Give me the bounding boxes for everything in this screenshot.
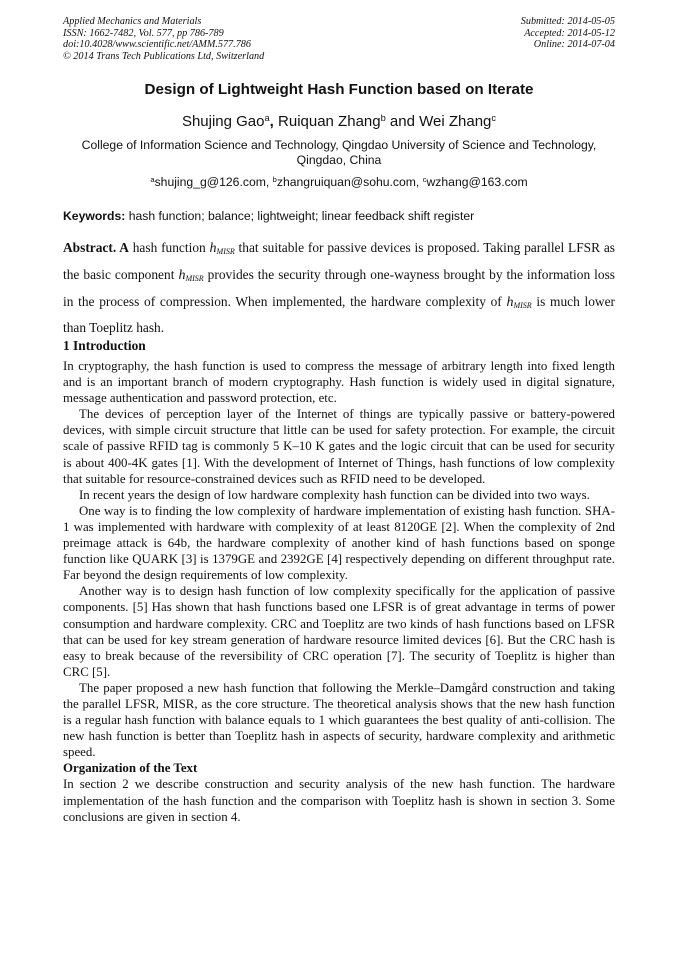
journal-copyright: © 2014 Trans Tech Publications Ltd, Switzerland (63, 50, 265, 62)
journal-doi: doi:10.4028/www.scientific.net/AMM.577.786 (63, 39, 251, 51)
keywords-label: Keywords: (63, 209, 126, 223)
paragraph: Another way is to design hash function of low complexity specifically for the application of passive components. [5] Has shown that hash functions based one LFSR is of great advantage in terms of power consumption and hardware complexity. CRC and Toeplitz are two kinds of hash functions based on LFSR that can be used for key stream generation of hardware resource limited devices [6]. But the CRC hash is easy to break because of the reversibility of CRC operation [7]. The security of Toeplitz is higher than CRC [5]. (63, 584, 615, 679)
paragraph: One way is to finding the low complexity of hardware implementation of existing hash function. SHA-1 was implemented with hardware with complexity of at least 8120GE [2]. When the complexity of 2nd preimage attack is 64b, the hardware complexity of another kind of hash functions based on sponge function like QUARK [3] is 1379GE and 2392GE [4] respectively depending on different throughput rate. Far beyond the design requirements of low complexity. (63, 503, 615, 583)
journal-header-left (63, 16, 264, 62)
paragraph: In section 2 we describe construction and security analysis of the new hash function. The hardware implementation of the hash function and the comparison with Toeplitz hash is shown in section 3. Some conclusions are given in section 4. (63, 777, 615, 824)
paragraph: The devices of perception layer of the Internet of things are typically passive or battery-powered devices, with simple circuit structure that little can be used for safety protection. For example, the circuit scale of passive RFID tag is commonly 5 K–10 K gates and the logic circuit that can be used for security is about 400-4K gates [1]. With the development of Internet of Things, hash functions of low complexity that suitable for resource-constrained devices such as RFID need to be developed. (63, 407, 615, 486)
email-address: wzhang@163.com (426, 175, 528, 189)
subsection-heading: Organization of the Text (63, 761, 198, 776)
email-superscript: c (422, 174, 427, 184)
hash-symbol (506, 295, 531, 310)
paper-title: Design of Lightweight Hash Function based on Iterate (144, 81, 534, 98)
abstract-text: is much lower than Toeplitz hash. (63, 293, 615, 336)
email-superscript: b (272, 174, 277, 184)
abstract (63, 237, 615, 340)
author-name: Shujing Gao (181, 113, 265, 130)
author-list (0, 113, 678, 130)
author-superscript: c (491, 112, 497, 123)
author-name: Wei Zhang (419, 113, 492, 130)
symbol-h: h (506, 294, 514, 310)
hash-symbol (178, 268, 203, 283)
email-address: zhangruiquan@sohu.com, (276, 175, 423, 189)
section-heading: 1 Introduction (63, 338, 146, 353)
paragraph: In cryptography, the hash function is used to compress the message of arbitrary length into fixed length and is an important branch of modern cryptography. Hash function is widely used in digital signature, message authentication and password protection, etc. (63, 359, 615, 406)
email-superscript: a (150, 174, 155, 184)
symbol-subscript: MISR (513, 300, 532, 310)
author-superscript: a (264, 112, 270, 123)
hash-symbol (210, 241, 235, 256)
journal-header-right (521, 16, 615, 51)
symbol-subscript: MISR (216, 247, 235, 256)
email-address: shujing_g@126.com, (154, 175, 273, 189)
journal-name: Applied Mechanics and Materials (63, 16, 202, 27)
keywords (63, 209, 615, 223)
paragraph: The paper proposed a new hash function that following the Merkle–Damgård construction and taking the parallel LFSR, MISR, as the core structure. The theoretical analysis shows that the new hash function is a regular hash function with balance equals to 1 which guarantees the best quality of anti-collision. The new hash function is better than Toeplitz hash in aspects of security, hardware complexity and arithmetic speed. (63, 680, 615, 760)
author-separator: and (385, 113, 420, 130)
introduction-body (63, 358, 615, 825)
online-date: Online: 2014-07-04 (533, 39, 615, 51)
abstract-text: hash function (128, 240, 210, 255)
author-separator: , (269, 113, 279, 130)
abstract-text: provides the security through one-wayness brought by the information loss in the process of compression. When implemented, the hardware complexity of (63, 266, 615, 309)
author-superscript: b (380, 112, 386, 123)
author-emails (0, 175, 678, 189)
abstract-text: that suitable for passive devices is proposed. Taking parallel LFSR as the basic component (63, 240, 615, 282)
affiliation: College of Information Science and Technology, Qingdao University of Science and Technology, Qingdao, China (81, 138, 597, 168)
submitted-date: Submitted: 2014-05-05 (520, 16, 615, 27)
journal-issn: ISSN: 1662-7482, Vol. 577, pp 786-789 (63, 27, 224, 39)
keywords-text: hash function; balance; lightweight; linear feedback shift register (125, 209, 475, 223)
accepted-date: Accepted: 2014-05-12 (524, 27, 615, 39)
symbol-subscript: MISR (185, 273, 204, 283)
abstract-label: Abstract. A (63, 240, 129, 255)
symbol-h: h (209, 241, 217, 256)
paragraph: In recent years the design of low hardware complexity hash function can be divided into two ways. (79, 487, 590, 502)
symbol-h: h (178, 267, 186, 283)
author-name: Ruiquan Zhang (278, 113, 381, 130)
